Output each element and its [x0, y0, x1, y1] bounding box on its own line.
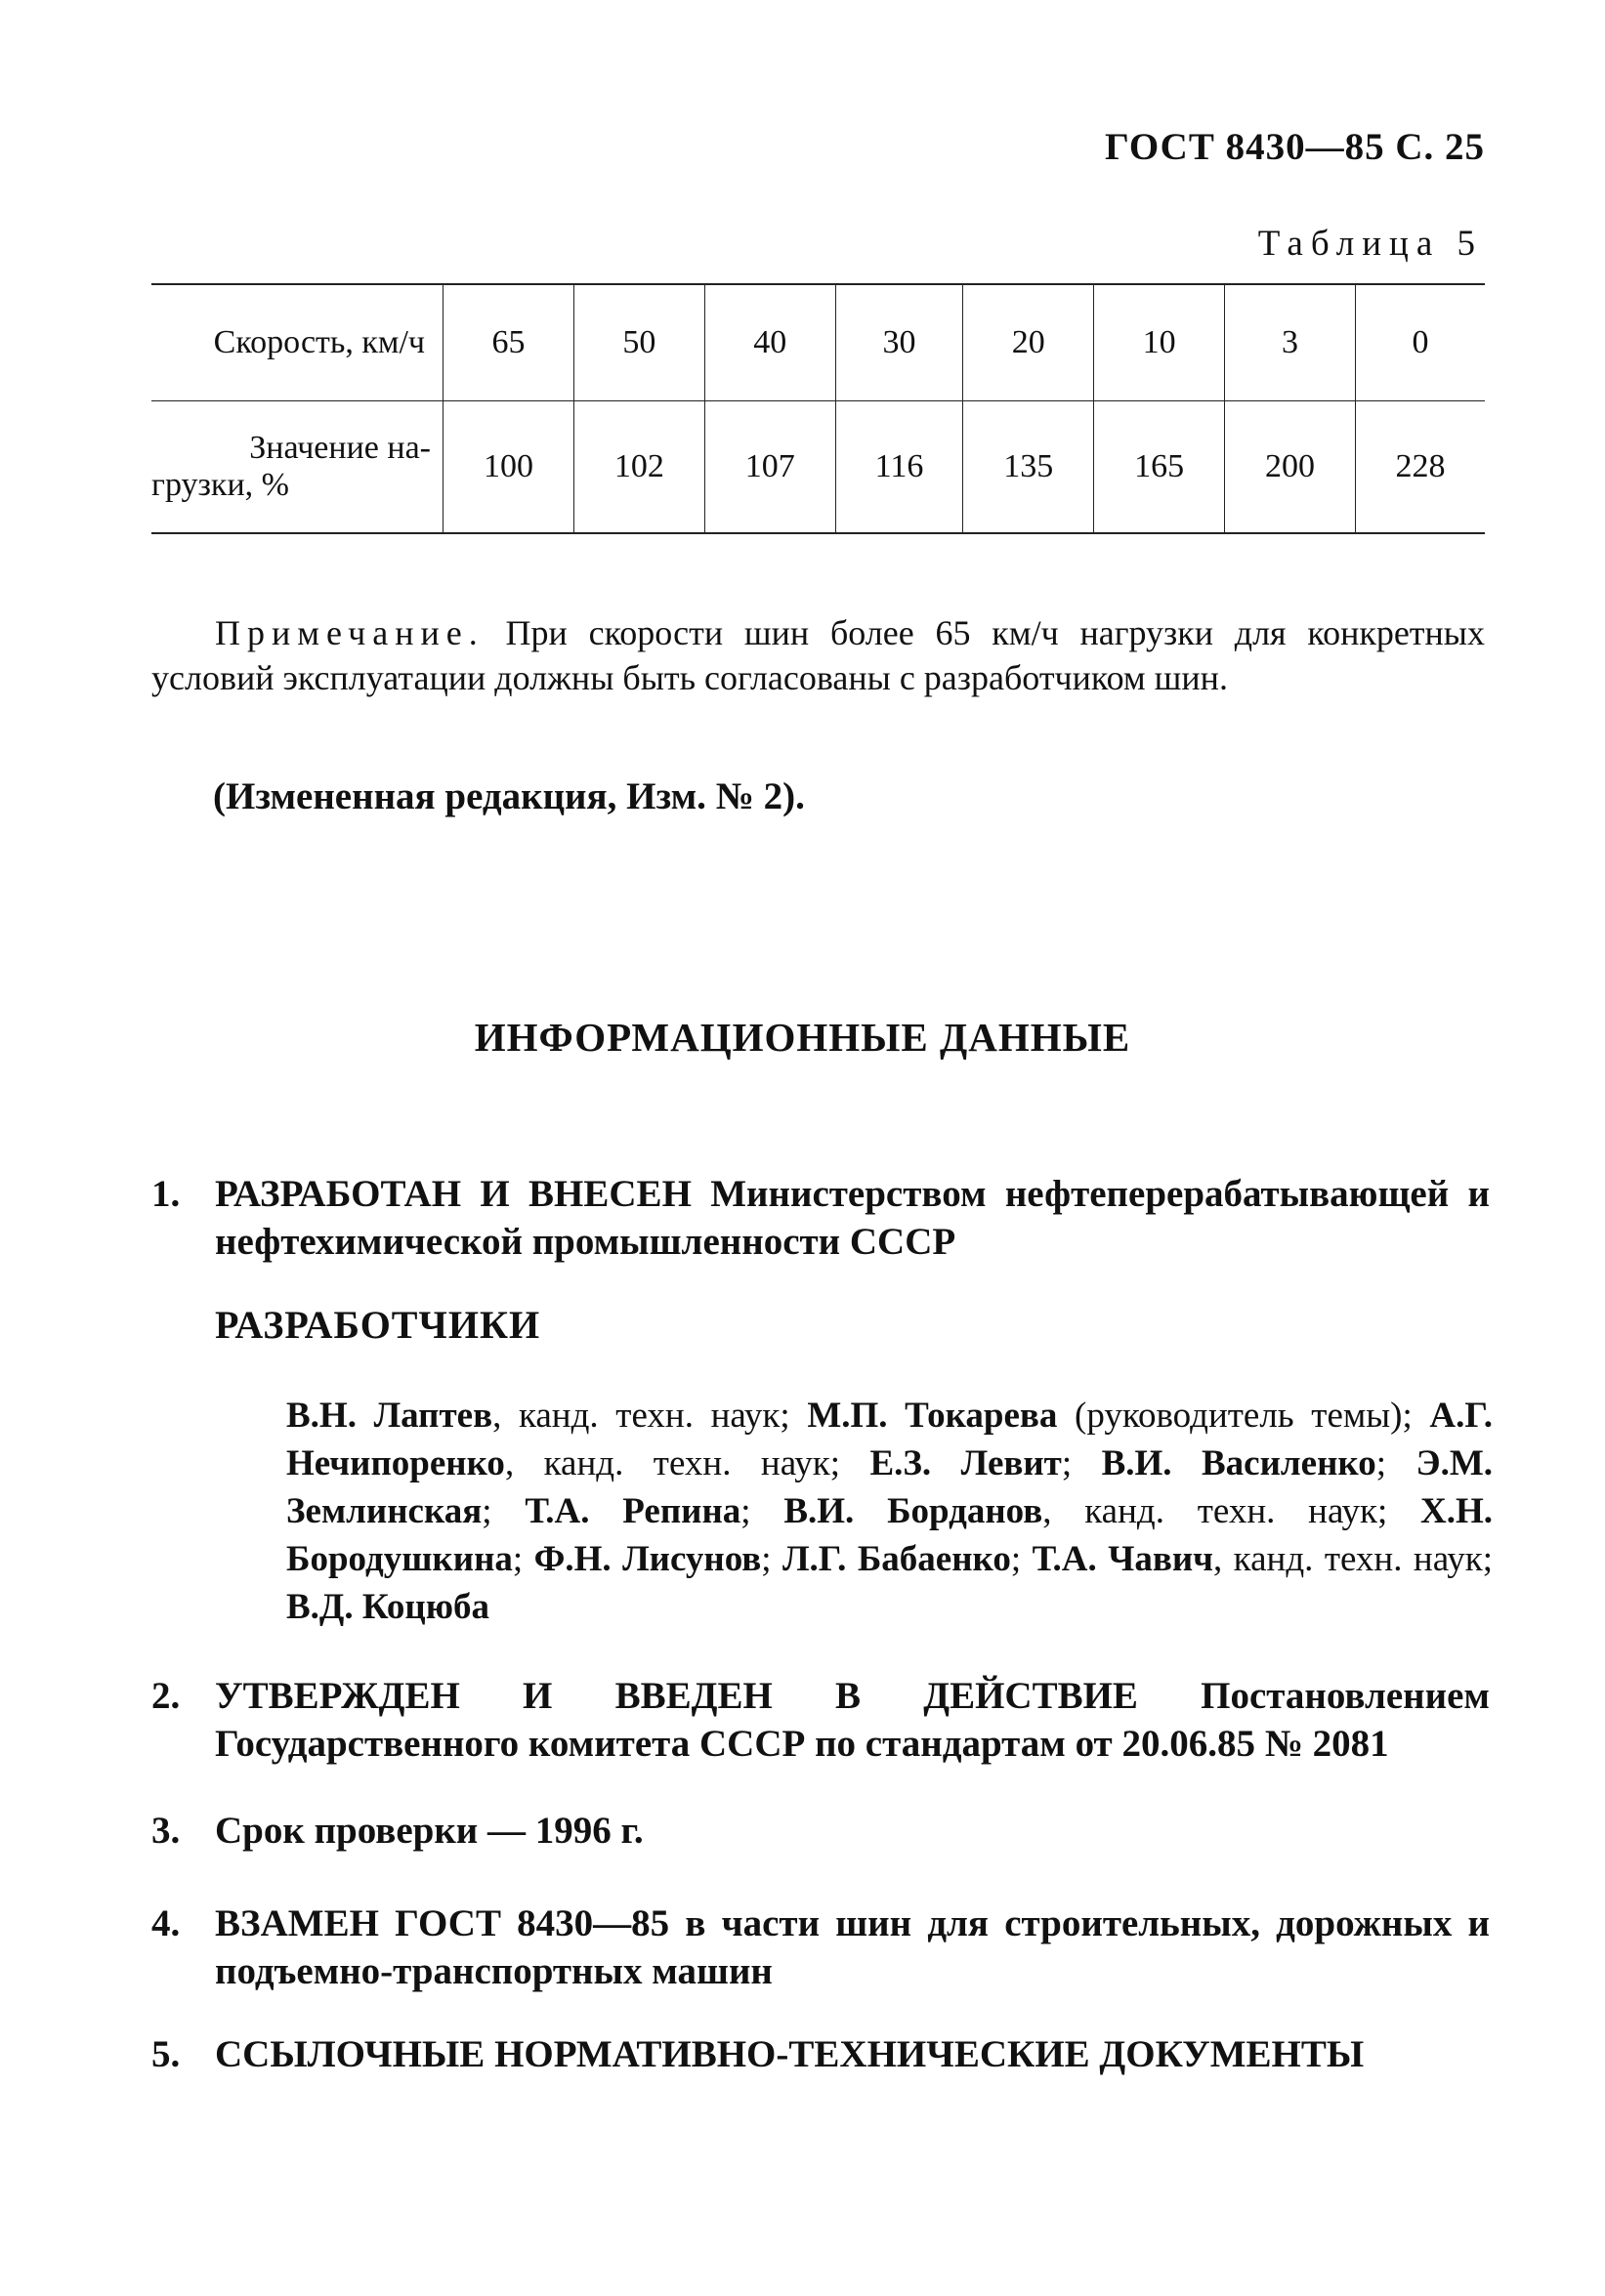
load-cell: 116 [835, 401, 963, 534]
info-item-2 [151, 1672, 1490, 1768]
speed-cell: 3 [1225, 284, 1356, 401]
developer-name: Л.Г. Бабаенко [781, 1539, 1011, 1579]
table-caption: Таблица 5 [1257, 224, 1483, 264]
speed-cell: 65 [443, 284, 574, 401]
load-cell: 200 [1225, 401, 1356, 534]
developer-role: (руководитель темы); [1057, 1396, 1430, 1436]
row-header-speed: Скорость, км/ч [151, 284, 443, 401]
load-cell: 165 [1094, 401, 1225, 534]
table-row-speed [151, 284, 1485, 401]
developer-name: В.И. Борданов [783, 1491, 1043, 1531]
developer-name: Х.Н. Бородушкина [286, 1491, 1494, 1579]
developer-name: В.Д. Коцюба [286, 1587, 489, 1627]
speed-cell: 20 [963, 284, 1094, 401]
load-cell: 102 [573, 401, 704, 534]
developer-name: В.И. Василенко [1101, 1443, 1376, 1483]
table-note [151, 610, 1485, 700]
note-label: Примечание. [215, 613, 485, 652]
item-number: 4. [151, 1902, 181, 1944]
developers-list [286, 1392, 1493, 1631]
info-item-3 [151, 1807, 1490, 1855]
row-header-load [151, 401, 443, 534]
load-cell: 228 [1355, 401, 1485, 534]
developer-name: А.Г. Нечипоренко [286, 1396, 1493, 1483]
speed-cell: 30 [835, 284, 963, 401]
load-cell: 135 [963, 401, 1094, 534]
developer-separator: ; [761, 1539, 782, 1579]
item-number: 1. [151, 1173, 181, 1215]
developer-name: Э.М. Землинская [286, 1443, 1494, 1531]
info-item-4 [151, 1899, 1490, 1995]
developer-role: , канд. техн. наук; [1213, 1539, 1493, 1579]
developer-name: Е.З. Левит [869, 1443, 1062, 1483]
item-text: Срок проверки — 1996 г. [215, 1810, 644, 1852]
speed-cell: 50 [573, 284, 704, 401]
note-text: При скорости шин более 65 км/ч нагрузки для конкретных условий эксплуатации должны быть согласованы с разработчиком шин. [151, 613, 1485, 697]
section-title: ИНФОРМАЦИОННЫЕ ДАННЫЕ [474, 1015, 1131, 1060]
item-number: 2. [151, 1675, 181, 1717]
item-text: УТВЕРЖДЕН И ВВЕДЕН В ДЕЙСТВИЕ Постановлением Государственного комитета СССР по стандартам от 20.06.85 № 2081 [215, 1675, 1490, 1765]
table-row-load [151, 401, 1485, 534]
speed-cell: 0 [1355, 284, 1485, 401]
developer-separator: ; [1061, 1443, 1102, 1483]
running-head: ГОСТ 8430—85 С. 25 [1105, 126, 1485, 168]
developer-name: В.Н. Лаптев [286, 1396, 493, 1436]
info-item-5 [151, 2030, 1490, 2078]
developer-separator: ; [512, 1539, 534, 1579]
developer-role: , канд. техн. наук; [504, 1443, 870, 1483]
row-header-load-line2: грузки, % [151, 467, 289, 503]
developer-separator: ; [1375, 1443, 1416, 1483]
developer-role: , канд. техн. наук; [1042, 1491, 1421, 1531]
speed-cell: 10 [1094, 284, 1225, 401]
load-cell: 100 [443, 401, 574, 534]
speed-load-table [151, 283, 1485, 534]
developer-separator: ; [482, 1491, 526, 1531]
developer-name: Т.А. Репина [525, 1491, 741, 1531]
item-text: ВЗАМЕН ГОСТ 8430—85 в части шин для строительных, дорожных и подъемно-транспортных машин [215, 1902, 1490, 1992]
developer-name: Ф.Н. Лисунов [533, 1539, 762, 1579]
developer-separator: ; [740, 1491, 784, 1531]
developer-name: М.П. Токарева [807, 1396, 1058, 1436]
developer-separator: ; [1010, 1539, 1033, 1579]
item-number: 3. [151, 1810, 181, 1852]
item-text: РАЗРАБОТАН И ВНЕСЕН Министерством нефтеперерабатывающей и нефтехимической промышленности СССР [215, 1173, 1490, 1263]
item-number: 5. [151, 2033, 181, 2075]
item-text: ССЫЛОЧНЫЕ НОРМАТИВНО-ТЕХНИЧЕСКИЕ ДОКУМЕНТЫ [215, 2033, 1365, 2075]
speed-cell: 40 [704, 284, 835, 401]
load-cell: 107 [704, 401, 835, 534]
developer-name: Т.А. Чавич [1032, 1539, 1214, 1579]
developer-role: , канд. техн. наук; [492, 1396, 808, 1436]
row-header-load-line1: Значение на- [249, 429, 431, 466]
developers-heading: РАЗРАБОТЧИКИ [215, 1303, 541, 1347]
info-item-1 [151, 1170, 1490, 1266]
revision-note: (Измененная редакция, Изм. № 2). [213, 775, 805, 817]
